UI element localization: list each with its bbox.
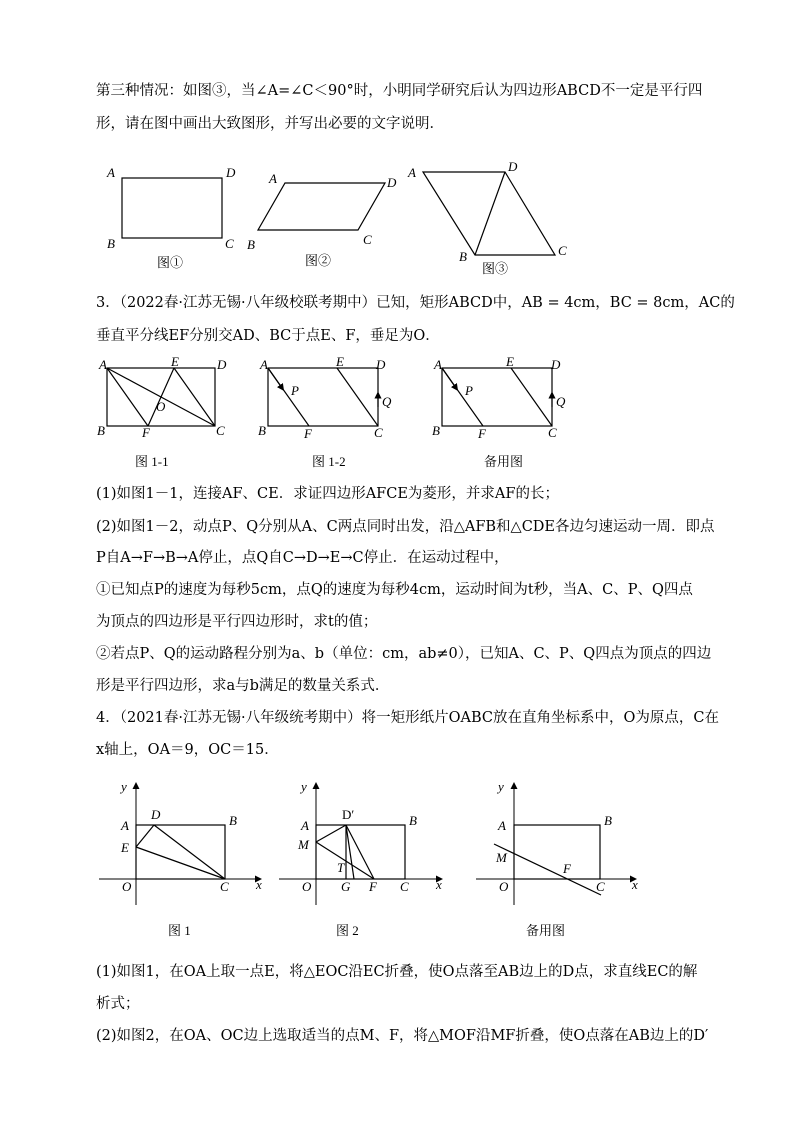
svg-text:图③: 图③ [482, 261, 509, 276]
svg-text:O: O [122, 879, 132, 894]
figure-3-quadrilateral [407, 159, 567, 276]
svg-text:E: E [336, 354, 344, 369]
svg-text:O: O [499, 879, 509, 894]
problem3-q2-line1: (2)如图1－2，动点P、Q分别从A、C两点同时出发，沿△AFB和△CDE各边匀速运动一周．即点 [96, 519, 715, 535]
problem2-text-line1: 第三种情况：如图③，当∠A=∠C＜90°时，小明同学研究后认为四边形ABCD不一定是平行四 [96, 83, 703, 99]
problem3-figures [92, 355, 592, 475]
svg-text:图 2: 图 2 [336, 923, 359, 938]
svg-text:C: C [548, 425, 557, 440]
svg-text:P: P [291, 383, 299, 398]
svg-text:F: F [478, 426, 486, 441]
problem3-q2b-line1: ②若点P、Q的运动路程分别为a、b（单位：cm，ab≠0），已知A、C、P、Q四点为顶点的四边 [96, 646, 712, 662]
svg-text:B: B [409, 813, 417, 828]
svg-text:O: O [302, 879, 312, 894]
svg-text:B: B [258, 423, 266, 438]
problem3-q2a-line1: ①已知点P的速度为每秒5cm，点Q的速度为每秒4cm，运动时间为t秒，当A、C、P、Q四点 [96, 582, 693, 598]
svg-text:y: y [498, 779, 504, 794]
figure-1-rectangle [106, 165, 236, 270]
svg-text:备用图: 备用图 [526, 923, 566, 938]
svg-text:P: P [465, 383, 473, 398]
svg-text:A: A [121, 818, 129, 833]
problem4-figures [96, 775, 656, 945]
svg-text:D: D [217, 357, 227, 372]
problem3-q1: (1)如图1－1，连接AF、CE．求证四边形AFCE为菱形，并求AF的长； [96, 486, 559, 502]
problem2-text-line2: 形，请在图中画出大致图形，并写出必要的文字说明． [96, 116, 444, 132]
problem4-text-line1: 4．（2021春·江苏无锡·八年级统考期中）将一矩形纸片OABC放在直角坐标系中，O为原点，C在 [96, 710, 719, 726]
svg-text:F: F [563, 861, 571, 876]
svg-text:B: B [247, 237, 255, 252]
svg-text:A: A [498, 818, 506, 833]
figure-1-1 [97, 354, 227, 469]
problem4-text-line2: x轴上，OA＝9，OC＝15． [96, 742, 279, 758]
problem4-q1-line2: 析式； [96, 996, 140, 1012]
svg-text:C: C [374, 425, 383, 440]
svg-text:M: M [496, 850, 507, 865]
svg-text:D: D [551, 357, 561, 372]
svg-text:备用图: 备用图 [484, 454, 524, 469]
figure-backup-1 [432, 354, 566, 469]
svg-text:x: x [436, 877, 442, 892]
figure-4-backup [476, 779, 638, 938]
problem3-text-line1: 3．（2022春·江苏无锡·八年级校联考期中）已知，矩形ABCD中，AB = 4cm，BC = 8cm，AC的 [96, 295, 735, 311]
svg-text:E: E [506, 354, 514, 369]
svg-text:B: B [229, 813, 237, 828]
svg-text:B: B [432, 423, 440, 438]
svg-text:E: E [121, 840, 129, 855]
svg-text:C: C [400, 879, 409, 894]
svg-text:A: A [301, 818, 309, 833]
figure-2-parallelogram [247, 171, 397, 268]
svg-text:O: O [156, 399, 166, 414]
svg-text:F: F [369, 879, 377, 894]
svg-text:图 1-2: 图 1-2 [312, 454, 346, 469]
svg-text:C: C [596, 879, 605, 894]
svg-text:x: x [632, 877, 638, 892]
svg-text:D: D [226, 165, 236, 180]
svg-text:C: C [225, 236, 234, 251]
svg-text:A: A [99, 357, 107, 372]
svg-text:D: D [376, 357, 386, 372]
figure-1-2 [258, 354, 392, 469]
svg-text:图 1-1: 图 1-1 [135, 454, 169, 469]
svg-text:D: D [387, 175, 397, 190]
svg-text:D: D [151, 807, 161, 822]
svg-text:F: F [304, 426, 312, 441]
problem3-q2b-line2: 形是平行四边形，求a与b满足的数量关系式． [96, 678, 390, 694]
svg-text:C: C [363, 232, 372, 247]
svg-text:D: D [508, 159, 518, 174]
svg-text:Q: Q [382, 394, 392, 409]
svg-text:图 1: 图 1 [168, 923, 191, 938]
svg-text:B: B [459, 249, 467, 264]
problem4-q1-line1: (1)如图1，在OA上取一点E，将△EOC沿EC折叠，使O点落至AB边上的D点，求直线EC的解 [96, 964, 698, 980]
svg-text:C: C [216, 423, 225, 438]
svg-text:G: G [341, 879, 351, 894]
svg-text:T: T [337, 860, 345, 875]
svg-text:E: E [171, 354, 179, 369]
svg-text:y: y [121, 779, 127, 794]
problem4-q2-line1: (2)如图2，在OA、OC边上选取适当的点M、F，将△MOF沿MF折叠，使O点落在AB边上的D′ [96, 1028, 709, 1044]
svg-text:B: B [604, 813, 612, 828]
figure-row-1 [95, 155, 595, 280]
svg-text:x: x [256, 877, 262, 892]
svg-text:A: A [434, 357, 442, 372]
svg-text:A: A [260, 357, 268, 372]
svg-text:A: A [408, 165, 416, 180]
svg-text:B: B [107, 236, 115, 251]
svg-text:图①: 图① [157, 255, 184, 270]
figure-4-2 [279, 779, 442, 938]
svg-text:Q: Q [556, 394, 566, 409]
svg-text:F: F [142, 425, 150, 440]
svg-text:M: M [298, 837, 309, 852]
svg-text:B: B [97, 423, 105, 438]
svg-text:C: C [220, 879, 229, 894]
problem3-q2a-line2: 为顶点的四边形是平行四边形时，求t的值； [96, 614, 378, 630]
svg-text:D′: D′ [342, 807, 355, 822]
problem3-q2-line2: P自A→F→B→A停止，点Q自C→D→E→C停止．在运动过程中， [96, 550, 509, 566]
problem3-text-line2: 垂直平分线EF分别交AD、BC于点E、F，垂足为O． [96, 328, 440, 344]
svg-text:A: A [269, 171, 277, 186]
svg-text:C: C [558, 243, 567, 258]
svg-text:A: A [107, 165, 115, 180]
figure-4-1 [99, 779, 262, 938]
svg-text:y: y [301, 779, 307, 794]
svg-text:图②: 图② [305, 253, 332, 268]
